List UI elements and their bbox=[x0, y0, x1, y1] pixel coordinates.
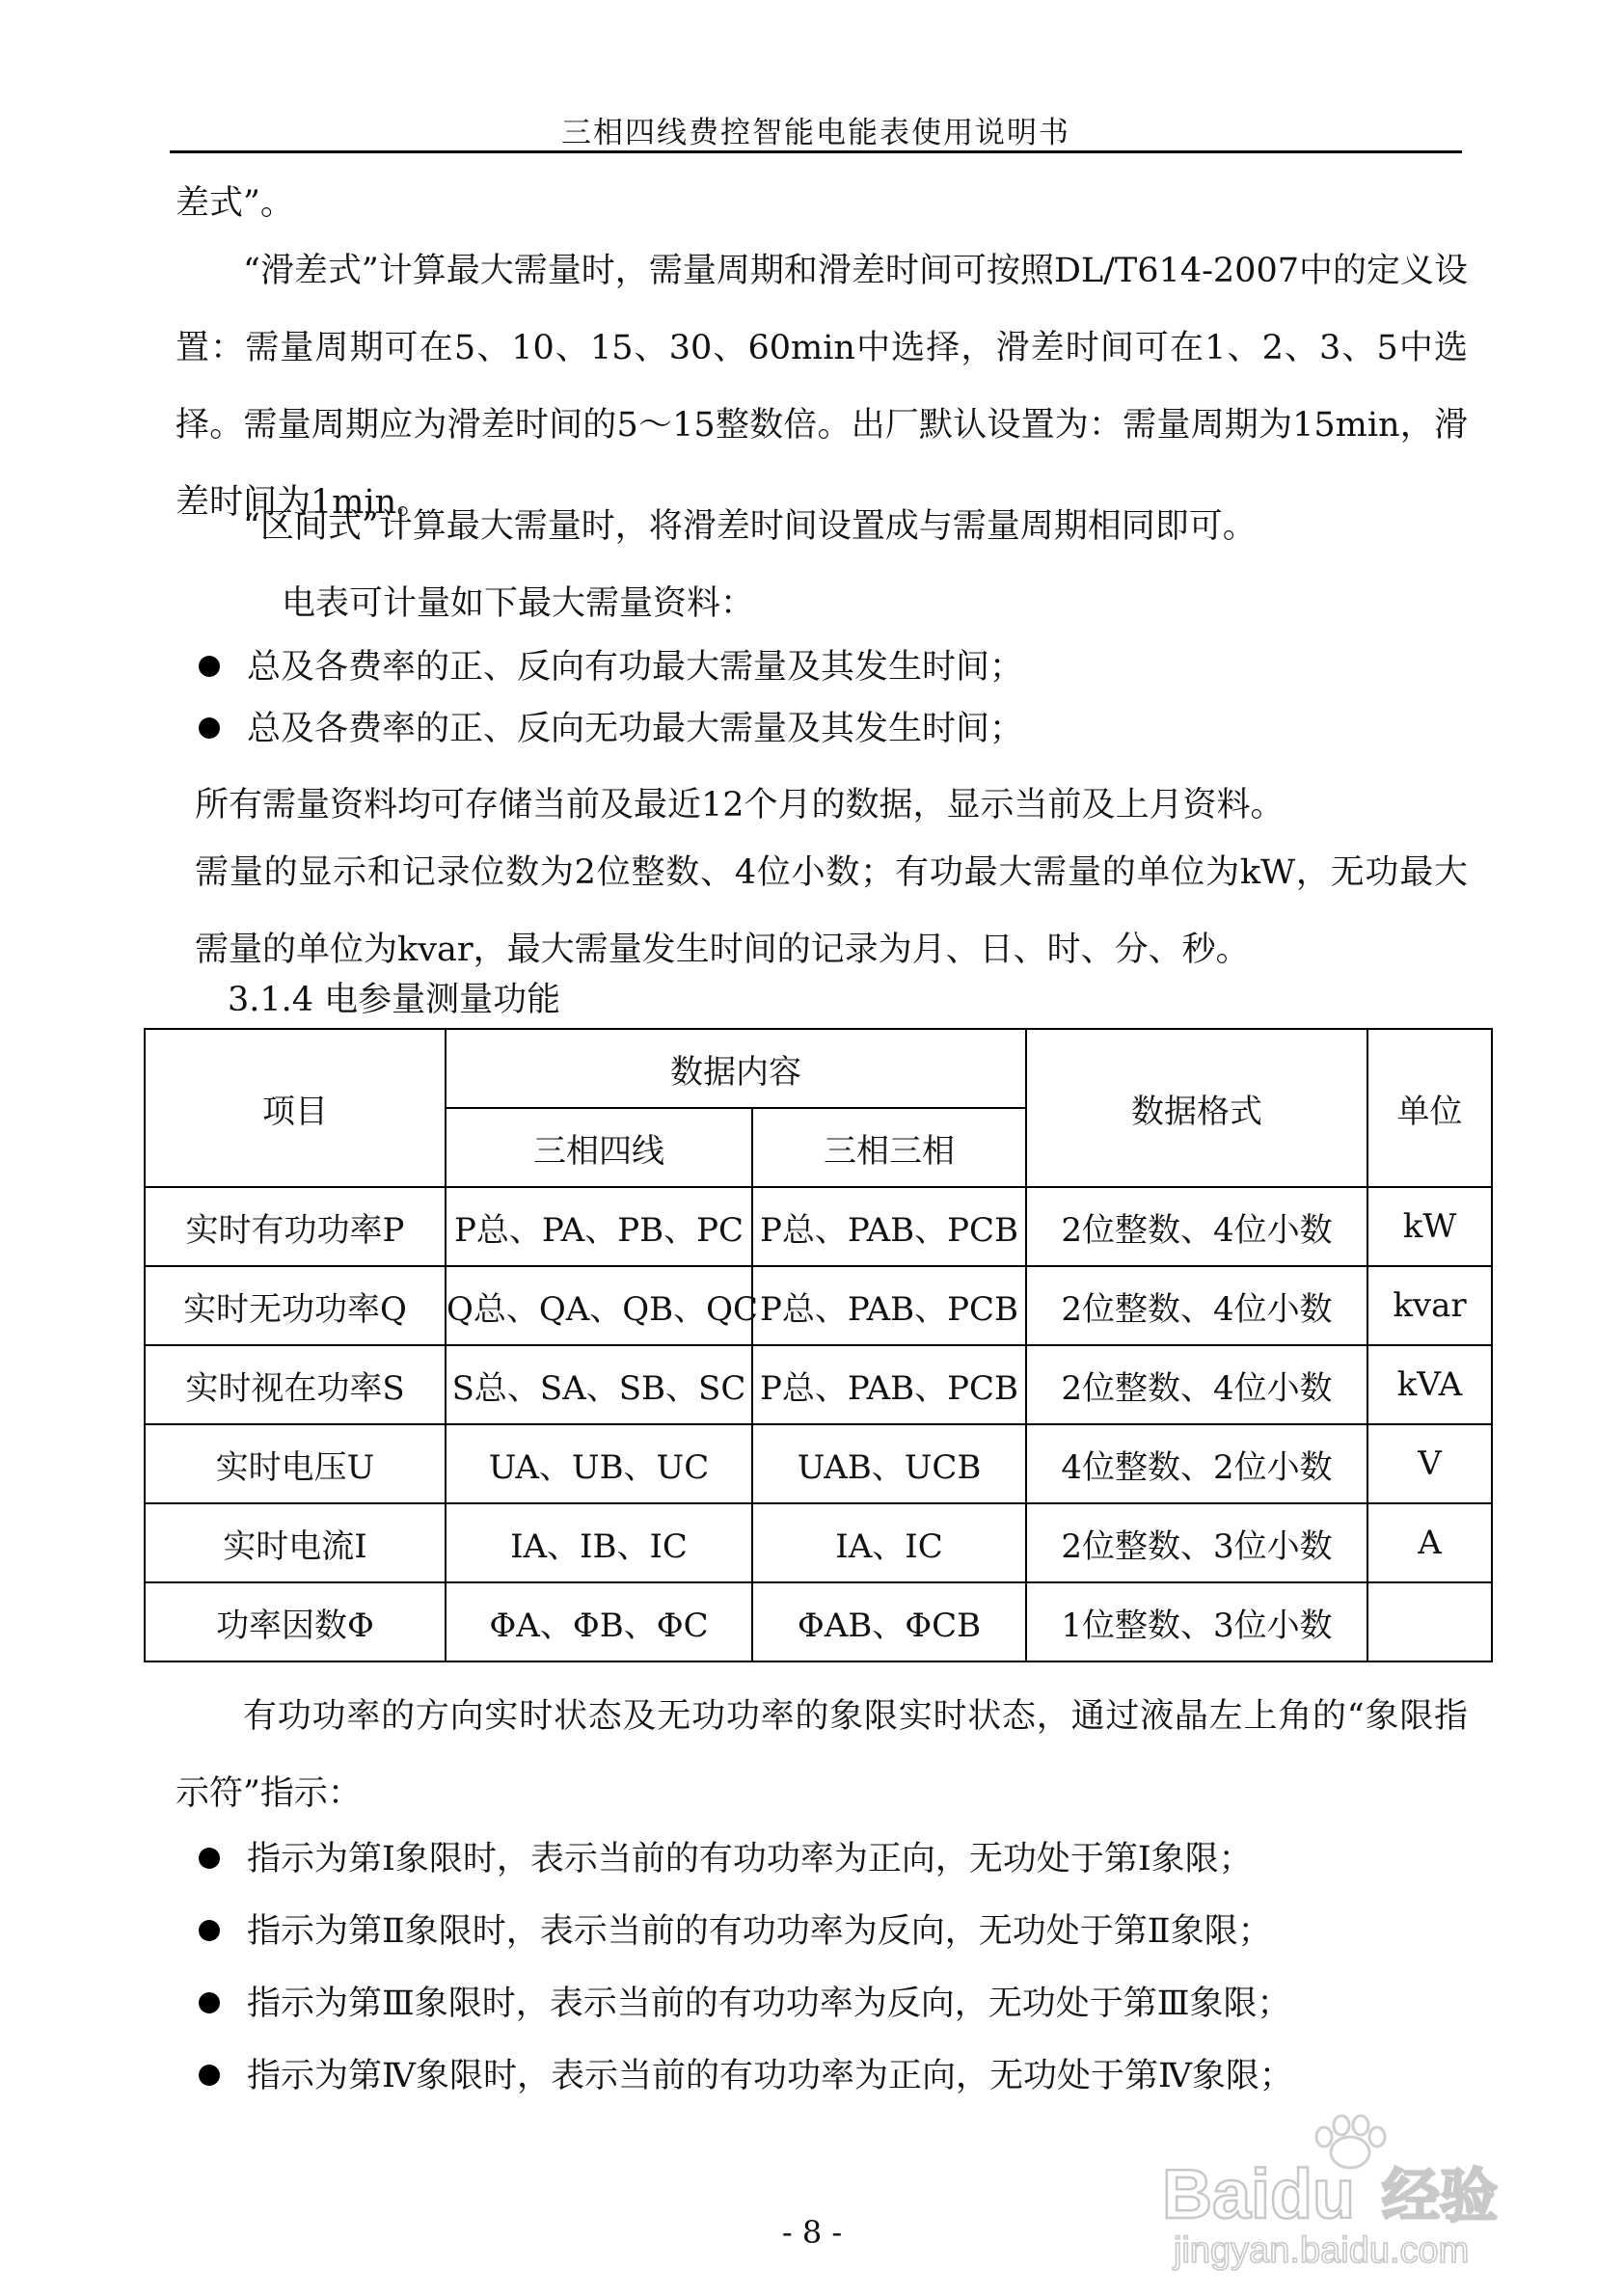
table-cell: 2位整数、3位小数 bbox=[1026, 1503, 1367, 1582]
table-row bbox=[145, 1582, 1492, 1661]
bullet-dot-icon bbox=[199, 656, 220, 677]
table-row bbox=[145, 1503, 1492, 1582]
paragraph-continuation: 差式”。 bbox=[176, 184, 294, 223]
header-cell-four-wire: 三相四线 bbox=[446, 1108, 752, 1187]
measurement-table bbox=[144, 1028, 1493, 1662]
list-item-text: 指示为第Ⅰ象限时，表示当前的有功功率为正向，无功处于第Ⅰ象限； bbox=[247, 1840, 1253, 1878]
header-cell-unit: 单位 bbox=[1367, 1029, 1492, 1187]
paragraph-sliding-demand: “滑差式”计算最大需量时，需量周期和滑差时间可按照DL/T614-2007中的定义设置：需量周期可在5、10、15、30、60min中选择，滑差时间可在1、2、3、5中选择。需量周期应为滑差时间的5～15整数倍。出厂默认设置为：需量周期为15min，滑差时间为1min。 bbox=[176, 252, 1468, 522]
bullet-dot-icon bbox=[199, 1992, 220, 2013]
list-item-text: 总及各费率的正、反向无功最大需量及其发生时间； bbox=[247, 710, 1024, 748]
table-cell: 4位整数、2位小数 bbox=[1026, 1424, 1367, 1503]
header-cell-format: 数据格式 bbox=[1026, 1029, 1367, 1187]
table-row bbox=[145, 1424, 1492, 1503]
page-number: - 8 - bbox=[781, 2214, 843, 2251]
table-cell: ΦA、ΦB、ΦC bbox=[446, 1582, 752, 1661]
table-cell: 实时有功功率P bbox=[145, 1187, 446, 1266]
table-cell: V bbox=[1367, 1424, 1492, 1503]
list-item-text: 指示为第Ⅳ象限时，表示当前的有功功率为正向，无功处于第Ⅳ象限； bbox=[247, 2057, 1293, 2095]
list-item-text: 指示为第Ⅲ象限时，表示当前的有功功率为反向，无功处于第Ⅲ象限； bbox=[247, 1985, 1291, 2023]
table-cell: 1位整数、3位小数 bbox=[1026, 1582, 1367, 1661]
table-cell bbox=[1367, 1582, 1492, 1661]
document-header-title: 三相四线费控智能电能表使用说明书 bbox=[561, 116, 1070, 150]
table-cell: kvar bbox=[1367, 1266, 1492, 1345]
list-item-text: 总及各费率的正、反向有功最大需量及其发生时间； bbox=[247, 648, 1024, 687]
table-cell: UAB、UCB bbox=[752, 1424, 1026, 1503]
table-cell: 2位整数、4位小数 bbox=[1026, 1345, 1367, 1424]
table-cell: P总、PA、PB、PC bbox=[446, 1187, 752, 1266]
bullet-dot-icon bbox=[199, 2065, 220, 2086]
watermark-brand: Baidu bbox=[1162, 2156, 1356, 2233]
table-cell: P总、PAB、PCB bbox=[752, 1266, 1026, 1345]
watermark-label: 经验 bbox=[1382, 2163, 1498, 2230]
table-row bbox=[145, 1345, 1492, 1424]
table-cell: 实时电压U bbox=[145, 1424, 446, 1503]
table-cell: kVA bbox=[1367, 1345, 1492, 1424]
paragraph-demand-format: 需量的显示和记录位数为2位整数、4位小数；有功最大需量的单位为kW，无功最大需量的单位为kvar，最大需量发生时间的记录为月、日、时、分、秒。 bbox=[195, 853, 1468, 969]
table-cell: 2位整数、4位小数 bbox=[1026, 1266, 1367, 1345]
bullet-dot-icon bbox=[199, 1848, 220, 1869]
watermark-url: jingyan.baidu.com bbox=[1174, 2230, 1470, 2271]
header-cell-three-wire: 三相三相 bbox=[752, 1108, 1026, 1187]
header-cell-content: 数据内容 bbox=[446, 1029, 1026, 1108]
table-cell: Q总、QA、QB、QC bbox=[446, 1266, 752, 1345]
table-cell: 功率因数Φ bbox=[145, 1582, 446, 1661]
table-cell: ΦAB、ΦCB bbox=[752, 1582, 1026, 1661]
paragraph-demand-storage: 所有需量资料均可存储当前及最近12个月的数据，显示当前及上月资料。 bbox=[195, 786, 1285, 824]
table-cell: 实时电流I bbox=[145, 1503, 446, 1582]
table-cell: UA、UB、UC bbox=[446, 1424, 752, 1503]
bullet-dot-icon bbox=[199, 717, 220, 739]
paragraph-quadrant-intro: 有功功率的方向实时状态及无功功率的象限实时状态，通过液晶左上角的“象限指示符”指示： bbox=[176, 1697, 1468, 1813]
table-cell: A bbox=[1367, 1503, 1492, 1582]
header-cell-item: 项目 bbox=[145, 1029, 446, 1187]
list-item-text: 指示为第Ⅱ象限时，表示当前的有功功率为反向，无功处于第Ⅱ象限； bbox=[247, 1912, 1272, 1951]
table-cell: IA、IB、IC bbox=[446, 1503, 752, 1582]
table-cell: 2位整数、4位小数 bbox=[1026, 1187, 1367, 1266]
table-cell: P总、PAB、PCB bbox=[752, 1345, 1026, 1424]
table-cell: IA、IC bbox=[752, 1503, 1026, 1582]
table-cell: S总、SA、SB、SC bbox=[446, 1345, 752, 1424]
bullet-dot-icon bbox=[199, 1920, 220, 1941]
section-heading: 3.1.4 电参量测量功能 bbox=[228, 981, 561, 1019]
table-row bbox=[145, 1187, 1492, 1266]
table-cell: 实时视在功率S bbox=[145, 1345, 446, 1424]
table-cell: kW bbox=[1367, 1187, 1492, 1266]
paragraph-demand-list-intro: 电表可计量如下最大需量资料： bbox=[282, 584, 755, 623]
table-cell: 实时无功功率Q bbox=[145, 1266, 446, 1345]
table-cell: P总、PAB、PCB bbox=[752, 1187, 1026, 1266]
header-rule bbox=[170, 150, 1462, 153]
table-row bbox=[145, 1266, 1492, 1345]
paragraph-interval-demand: “区间式”计算最大需量时，将滑差时间设置成与需量周期相同即可。 bbox=[243, 507, 1257, 546]
